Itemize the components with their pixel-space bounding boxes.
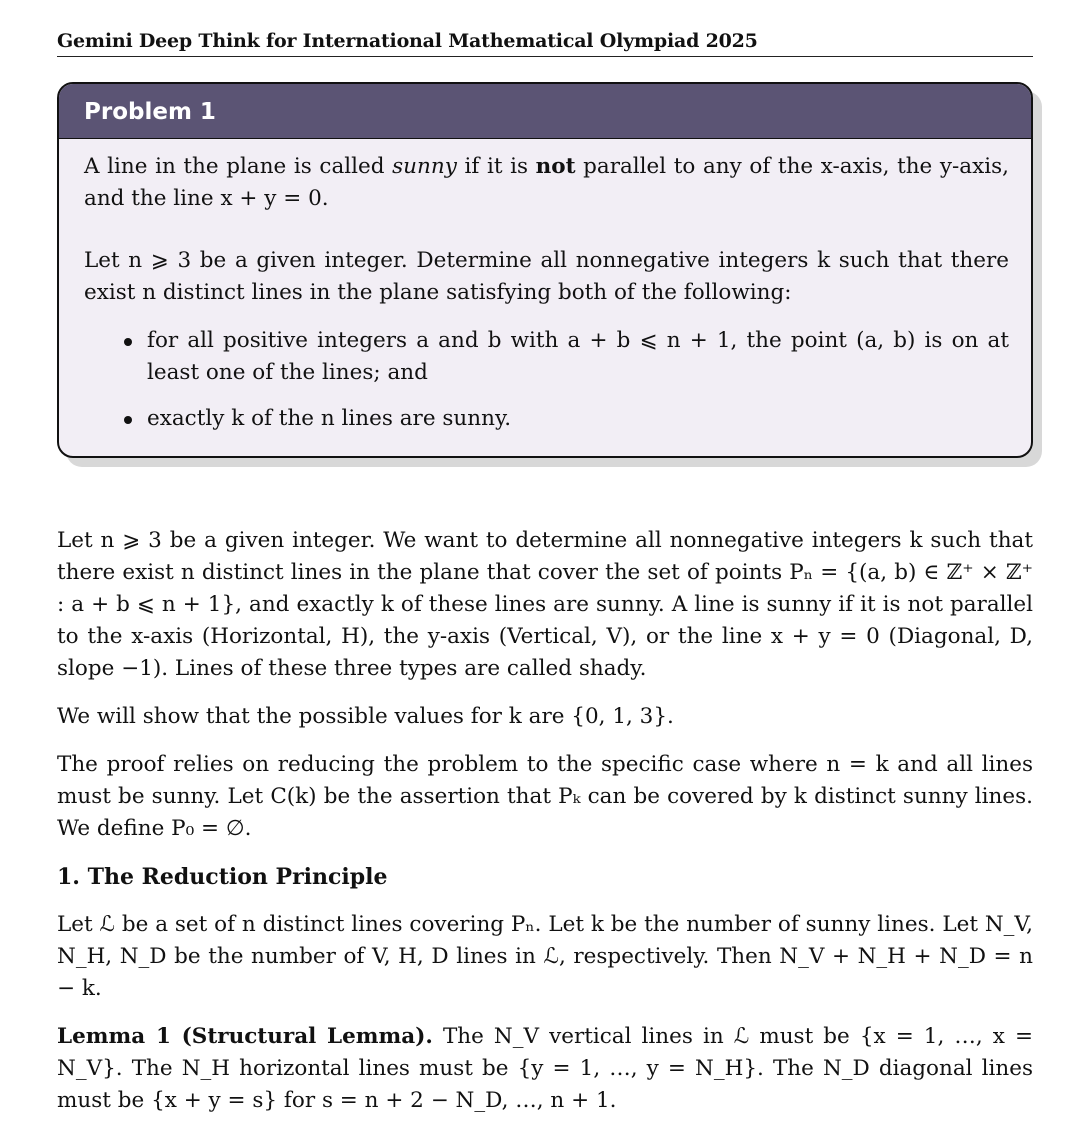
condition-text: exactly k of the n lines are sunny. xyxy=(147,406,512,431)
condition-item xyxy=(84,325,1009,389)
problem-box xyxy=(57,82,1033,458)
condition-list xyxy=(84,325,1009,435)
solution-intro: Let n ⩾ 3 be a given integer. We want to determine all nonnegative integers k such that there exist n distinct lines in the plane that cover the set of points Pₙ = {(a, b) ∈ ℤ⁺ × ℤ⁺ : a + b ⩽ n + 1}, and exactly k of these lines are sunny. A line is sunny if it is not parallel to the x-axis (Horizontal, H), the y-axis (Vertical, V), or the line x + y = 0 (Diagonal, D, slope −1). Lines of these three types are called shady. xyxy=(57,528,1033,681)
section-text: Let ℒ be a set of n distinct lines covering Pₙ. Let k be the number of sunny lines. Let N_V, N_H, N_D be the number of V, H, D lines in ℒ, respectively. Then N_V + N_H + N_D = n − k. xyxy=(57,912,1033,1001)
condition-text: for all positive integers a and b with a + b ⩽ n + 1, the point (a, b) is on at least one of the lines; and xyxy=(147,328,1009,385)
problem-text: A line in the plane is called xyxy=(84,154,393,179)
bullet-icon xyxy=(124,416,132,424)
solution-reduction: The proof relies on reducing the problem to the specific case where n = k and all lines must be sunny. Let C(k) be the assertion that Pₖ can be covered by k distinct sunny lines. We define P₀ = ∅. xyxy=(57,752,1033,841)
lemma-label: Lemma 1 (Structural Lemma). xyxy=(57,1024,433,1049)
bullet-icon xyxy=(124,338,132,346)
solution-body xyxy=(57,525,1033,1133)
term-sunny: sunny xyxy=(392,154,457,179)
problem-task: Let n ⩾ 3 be a given integer. Determine all nonnegative integers k such that there exist n distinct lines in the plane satisfying both of the following: xyxy=(84,248,1009,305)
problem-text: parallel to any of the x-axis, the y-axis, and the line x + y = 0. xyxy=(84,154,1009,211)
problem-definition xyxy=(84,151,1009,215)
problem-statement xyxy=(59,139,1031,435)
solution-claim: We will show that the possible values for k are {0, 1, 3}. xyxy=(57,704,674,729)
emphasis-not: not xyxy=(535,154,576,179)
condition-item xyxy=(84,403,1009,435)
lemma-text: The N_V vertical lines in ℒ must be {x = 1, …, x = N_V}. The N_H horizontal lines must be {y = 1, …, y = N_H}. The N_D diagonal lines must be {x + y = s} for s = n + 2 − N_D, …, n + 1. xyxy=(57,1024,1033,1113)
problem-title: Problem 1 xyxy=(59,84,1031,139)
section-heading: 1. The Reduction Principle xyxy=(57,864,388,890)
problem-text: if it is xyxy=(456,154,536,179)
running-header-title: Gemini Deep Think for International Mathematical Olympiad 2025 xyxy=(57,30,1033,57)
lemma-1 xyxy=(57,1021,1033,1117)
